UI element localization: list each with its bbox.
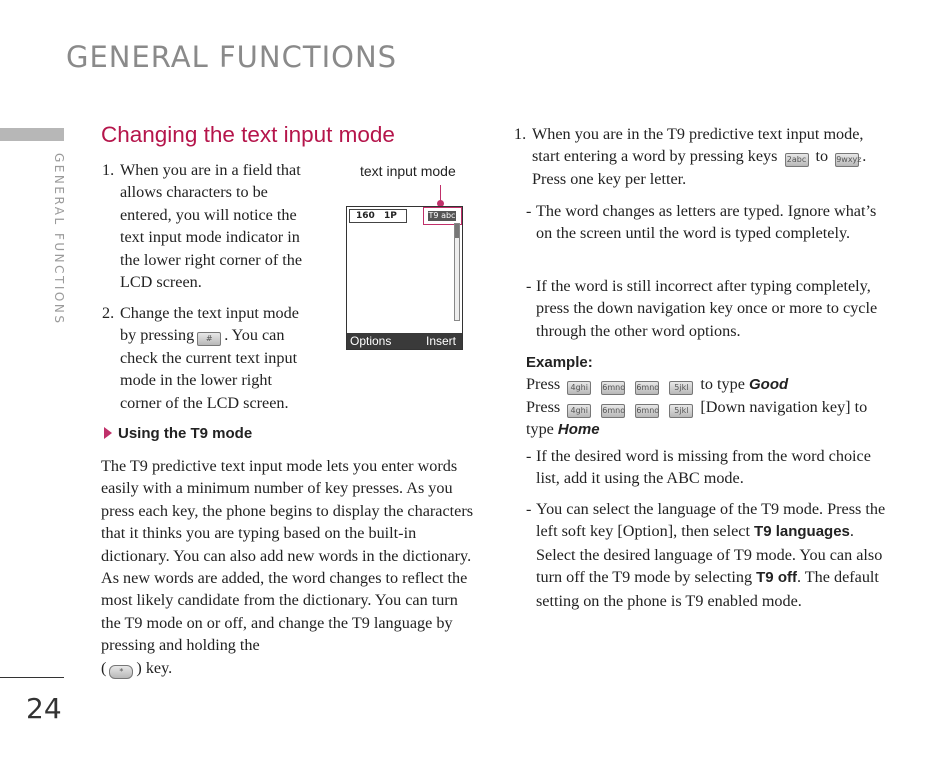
star-key-icon: *: [109, 665, 133, 679]
bullet-missing-word: - If the desired word is missing from the word choice list, add it using the ABC mode.: [526, 447, 871, 488]
step-2: [102, 302, 317, 414]
hash-key-icon: #: [197, 332, 221, 346]
softkey-options: Options: [350, 334, 392, 348]
t9-step-1-text: When you are in the T9 predictive text input mode, start entering a word by pressing keys 2abc to 9wxyz. Press one key per letter.: [532, 125, 867, 188]
side-tab-bar: [0, 128, 64, 141]
status-bar: [349, 209, 407, 223]
key-2-icon: 2abc: [785, 153, 809, 167]
step-1-number: 1.: [102, 161, 115, 179]
key-6-icon: 6mno: [601, 381, 625, 395]
char-counter: 160: [356, 211, 375, 221]
key-4-icon: 4ghi: [567, 381, 591, 395]
t9-description: The T9 predictive text input mode lets you enter words easily with a minimum number of key presses. As you press each key, the phone begins to display the characters that it thinks you are typing based on the built-in dictionary. You can also add new words in the dictionary. As new words are added, the word changes to reflect the most likely candidate from the dictionary. You can turn the T9 mode on or off, and change the T9 language by pressing and holding the ( * ) key.: [101, 457, 474, 677]
t9-subheading: Using the T9 mode: [104, 422, 252, 445]
page-counter: 1P: [384, 211, 397, 221]
bullet-language: - You can select the language of the T9 mode. Press the left soft key [Option], then select T9 languages. Select the desired language of T9 mode. You can also turn off the T9 mode by selecting T9 off. The default setting on the phone is T9 enabled mode.: [526, 500, 886, 610]
softkey-bar: [347, 333, 462, 349]
key-4-icon: 4ghi: [567, 404, 591, 418]
phone-callout-label: text input mode: [360, 163, 456, 179]
t9-step-1-number: 1.: [514, 125, 527, 143]
section-title: Changing the text input mode: [101, 122, 395, 147]
step-1-text: When you are in a field that allows characters to be entered, you will notice the text input mode indicator in the lower right corner of the LCD screen.: [120, 161, 303, 292]
bullet-word-incorrect: - If the word is still incorrect after typing completely, press the down navigation key once or more to cycle through the other word options.: [526, 277, 878, 340]
scrollbar: [454, 223, 460, 321]
key-6-icon: 6mno: [601, 404, 625, 418]
key-3-icon: 5jkl: [669, 404, 693, 418]
t9-step-1: [514, 123, 889, 190]
scrollbar-thumb: [455, 224, 459, 238]
step-2-number: 2.: [102, 304, 115, 322]
page-number: 24: [26, 692, 62, 725]
chapter-title: GENERAL FUNCTIONS: [66, 40, 398, 74]
triangle-bullet-icon: [104, 427, 112, 439]
key-6-icon: 6mno: [635, 404, 659, 418]
softkey-insert: Insert: [425, 334, 456, 348]
step-2-text: Change the text input mode by pressing # . You can check the current text input mode in the lower right corner of the LCD screen.: [120, 304, 299, 412]
page-number-rule: [0, 677, 64, 678]
input-mode-indicator: T9 abc: [428, 211, 456, 220]
side-chapter-label: GENERAL FUNCTIONS: [52, 153, 66, 326]
example-good: Press 4ghi 6mno 6mno 5jkl to type Good: [526, 375, 789, 393]
key-3-icon: 5jkl: [669, 381, 693, 395]
key-9-icon: 9wxyz: [835, 153, 859, 167]
step-1: [102, 159, 317, 293]
bullet-word-changes: - The word changes as letters are typed. Ignore what’s on the screen until the word is typed completely.: [526, 202, 877, 243]
example-home: Press 4ghi 6mno 6mno 5jkl [Down navigation key] to type Home: [526, 398, 868, 439]
key-6-icon: 6mno: [635, 381, 659, 395]
phone-screen: [346, 206, 463, 350]
example-label: Example:: [526, 354, 593, 371]
